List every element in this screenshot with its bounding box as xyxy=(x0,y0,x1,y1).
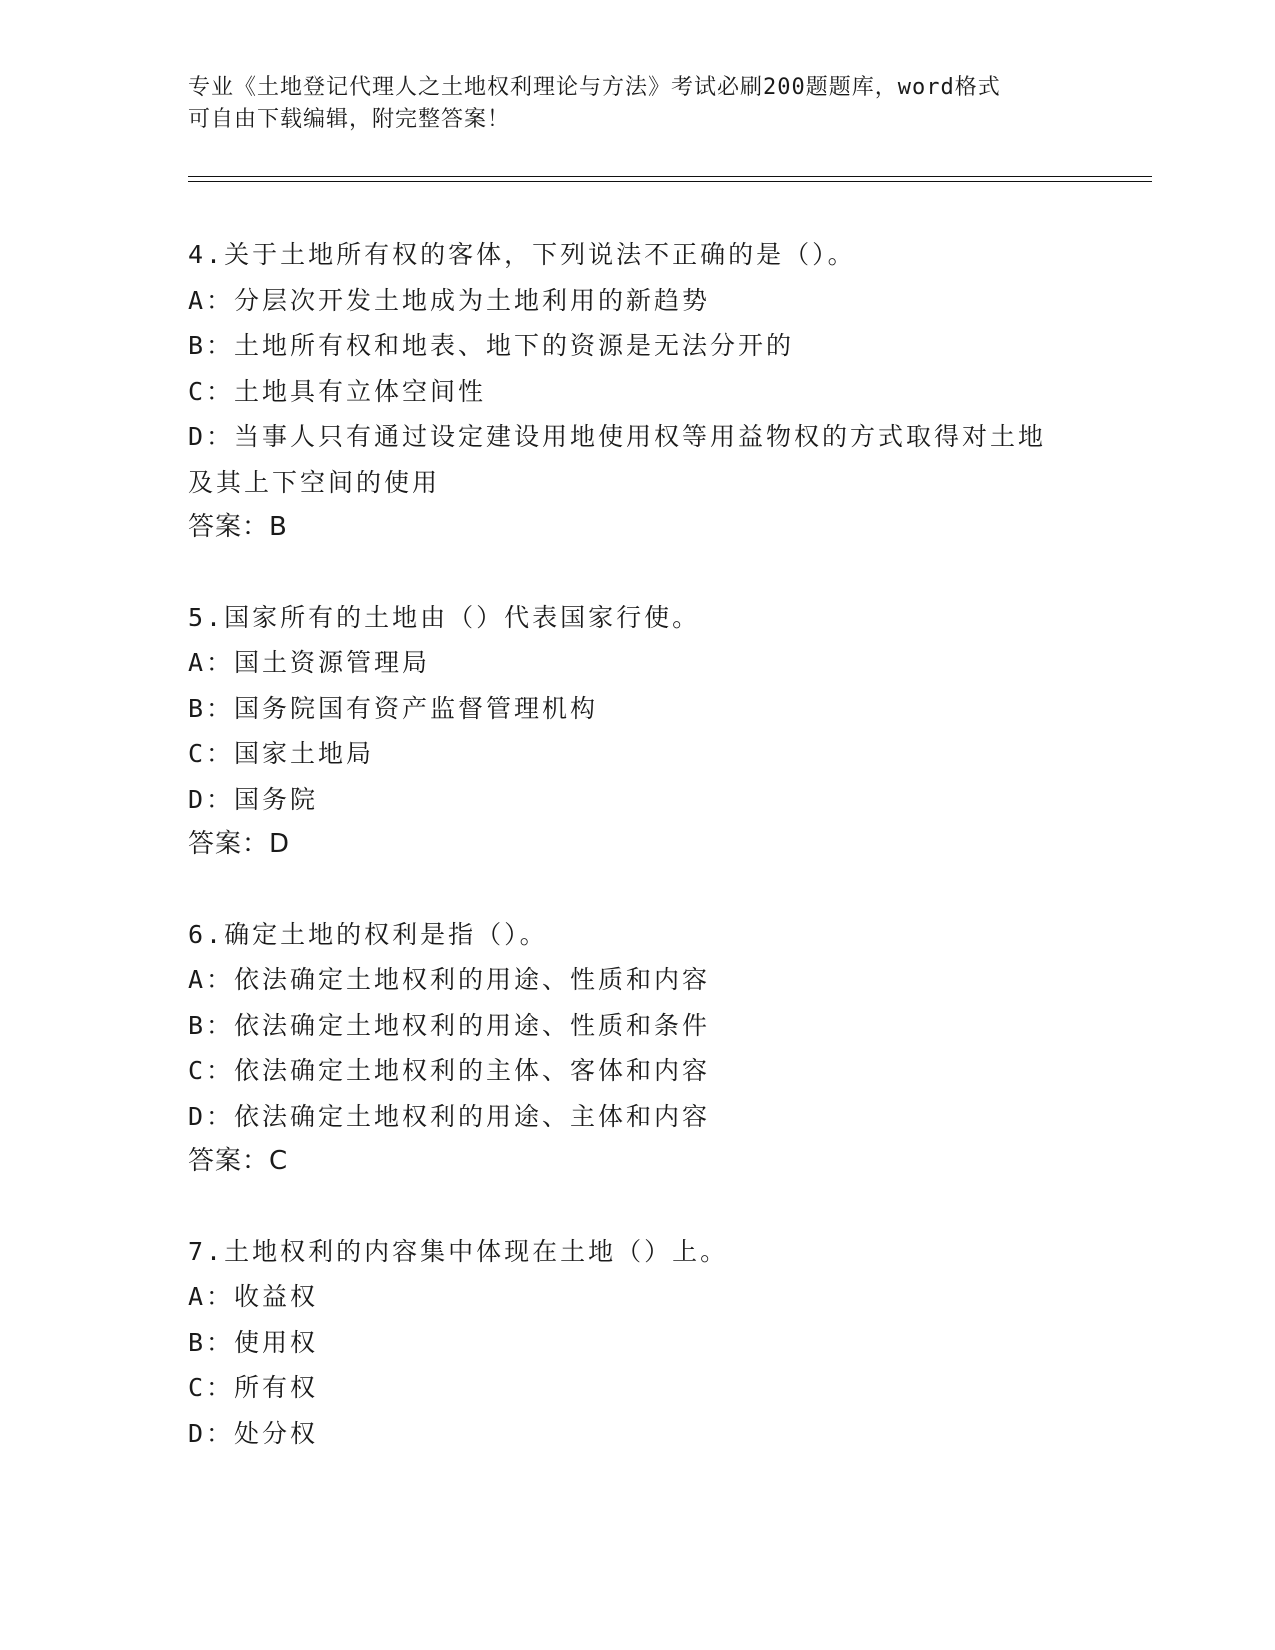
header-line-1: 专业《土地登记代理人之土地权利理论与方法》考试必刷200题题库，word格式 xyxy=(188,75,1001,100)
option-b: B：国务院国有资产监督管理机构 xyxy=(188,693,599,723)
answer: 答案：C xyxy=(188,1146,289,1176)
question-stem: 6.确定土地的权利是指（）。 xyxy=(188,919,548,949)
option-d: D：国务院 xyxy=(188,784,319,814)
option-c: C：依法确定土地权利的主体、客体和内容 xyxy=(188,1056,711,1085)
question-4 xyxy=(188,232,1088,551)
option-c: C：土地具有立体空间性 xyxy=(188,376,487,406)
option-a: A：分层次开发土地成为土地利用的新趋势 xyxy=(188,285,711,315)
question-stem: 7.土地权利的内容集中体现在土地（）上。 xyxy=(188,1236,729,1266)
option-b: B：土地所有权和地表、地下的资源是无法分开的 xyxy=(188,331,795,360)
question-stem: 5.国家所有的土地由（）代表国家行使。 xyxy=(188,602,701,632)
option-a: A：依法确定土地权利的用途、性质和内容 xyxy=(188,965,711,994)
option-c: C：国家土地局 xyxy=(188,739,375,768)
option-a: A：国土资源管理局 xyxy=(188,648,431,677)
question-6 xyxy=(188,912,1088,1185)
question-list xyxy=(188,232,1088,1500)
option-d: D：依法确定土地权利的用途、主体和内容 xyxy=(188,1101,711,1131)
option-a: A：收益权 xyxy=(188,1282,319,1311)
question-stem: 4.关于土地所有权的客体，下列说法不正确的是（）。 xyxy=(188,240,856,269)
header-line-2: 可自由下载编辑，附完整答案！ xyxy=(188,107,511,132)
option-c: C：所有权 xyxy=(188,1373,319,1402)
option-b: B：使用权 xyxy=(188,1327,319,1357)
answer: 答案：B xyxy=(188,512,288,542)
option-b: B：依法确定土地权利的用途、性质和条件 xyxy=(188,1010,711,1040)
header-divider-bottom xyxy=(188,181,1152,182)
document-header xyxy=(188,72,1088,136)
question-7 xyxy=(188,1229,1088,1457)
option-d: D：当事人只有通过设定建设用地使用权等用益物权的方式取得对土地及其上下空间的使用 xyxy=(188,422,1047,497)
header-divider-top xyxy=(188,176,1152,177)
option-d: D：处分权 xyxy=(188,1418,319,1448)
answer: 答案：D xyxy=(188,829,291,859)
question-5 xyxy=(188,595,1088,868)
